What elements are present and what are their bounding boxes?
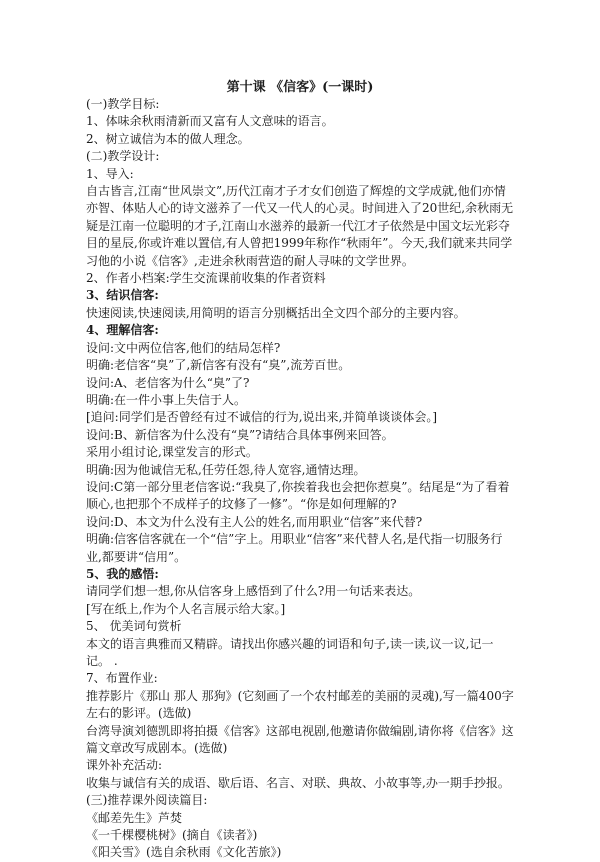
paragraph: 本文的语言典雅而又精辟。请找出你感兴趣的词语和句子,读一读,议一议,记一记。 . xyxy=(86,636,494,668)
paragraph: 明确:老信客“臭”了,新信客有没有“臭”,流芳百世。 xyxy=(86,358,351,373)
paragraph: 5、我的感悟: xyxy=(86,566,159,581)
paragraph: 3、结识信客: xyxy=(86,288,159,303)
paragraph: 采用小组讨论,课堂发言的形式。 xyxy=(86,445,258,460)
paragraph: 设问:文中两位信客,他们的结局怎样? xyxy=(86,340,281,355)
paragraph: 明确:在一件小事上失信于人。 xyxy=(86,392,247,407)
paragraph: [写在纸上,作为个人名言展示给大家。] xyxy=(86,601,286,616)
paragraph: 4、理解信客: xyxy=(86,323,159,338)
paragraph: 请同学们想一想,你从信客身上感悟到了什么?用一句话来表达。 xyxy=(86,584,421,599)
paragraph: 设问:D、本文为什么没有主人公的姓名,而用职业“信客”来代替? xyxy=(86,514,423,529)
paragraph: 1、导入: xyxy=(86,166,134,181)
paragraph: 《一千棵樱桃树》(摘自《读者》) xyxy=(86,828,258,843)
paragraph: 快速阅读,快速阅读,用简明的语言分别概括出全文四个部分的主要内容。 xyxy=(86,305,466,320)
paragraph: 课外补充活动: xyxy=(86,758,163,773)
paragraph: 2、作者小档案:学生交流课前收集的作者资料 xyxy=(86,271,326,286)
paragraph: 收集与诚信有关的成语、歇后语、名言、对联、典故、小故事等,办一期手抄报。 xyxy=(86,775,510,790)
paragraph: 台湾导演刘德凯即将拍摄《信客》这部电视剧,他邀请你做编剧,请你将《信客》这篇文章改写成剧本。(选做) xyxy=(86,723,514,756)
paragraph: (二)教学设计: xyxy=(86,149,160,164)
paragraph: 2、树立诚信为本的做人理念。 xyxy=(86,131,250,146)
paragraph: 《阳关雪》(选自余秋雨《文化苦旅》) xyxy=(86,845,282,860)
paragraph: 明确:因为他诚信无私,任劳任怨,待人宽容,通情达理。 xyxy=(86,462,366,477)
paragraph: 自古皆言,江南“世风崇文”,历代江南才子才女们创造了辉煌的文学成就,他们亦情亦智、体贴人心的诗文滋养了一代又一代人的心灵。时间进入了20世纪,余秋雨无疑是江南一位聪明的才子,江南山水滋养的最新一代江才子依然是中国文坛光彩夺目的星辰,你或许难以置信,有人曾把1999年称作“秋雨年”。今天,我们就来共同学习他的小说《信客》,走进余秋雨营造的耐人寻味的文学世界。 xyxy=(86,184,514,268)
paragraph: [追问:同学们是否曾经有过不诚信的行为,说出来,并简单谈谈体会。] xyxy=(86,410,438,425)
paragraph: (三)推荐课外阅读篇目: xyxy=(86,793,208,808)
paragraph: (一)教学目标: xyxy=(86,97,160,111)
paragraph: 7、布置作业: xyxy=(86,671,158,686)
document-body xyxy=(86,96,516,862)
paragraph: 《邮差先生》芦焚 xyxy=(86,810,183,825)
paragraph: 5、 优美词句赏析 xyxy=(86,619,182,634)
paragraph: 1、体味余秋雨清新而又富有人文意味的语言。 xyxy=(86,114,334,129)
page-title: 第十课 《信客》(一课时) xyxy=(226,80,374,95)
paragraph: 明确:信客信客就在一个“信”字上。用职业“信客”来代替人名,是代指一切服务行业,都要讲“信用”。 xyxy=(86,532,503,564)
paragraph: 推荐影片《那山 那人 那狗》(它刻画了一个农村邮差的美丽的灵魂),写一篇400字左右的影评。(选做) xyxy=(86,688,514,721)
paragraph: 设问:A、老信客为什么“臭”了? xyxy=(86,375,250,390)
paragraph: 设问:B、新信客为什么没有“臭”?请结合具体事例来回答。 xyxy=(86,427,394,442)
paragraph: 设问:C第一部分里老信客说:“我臭了,你挨着我也会把你惹臭”。结尾是“为了看着顺心,也把那个不成样子的坟修了一修”。“你是如何理解的? xyxy=(86,479,510,512)
